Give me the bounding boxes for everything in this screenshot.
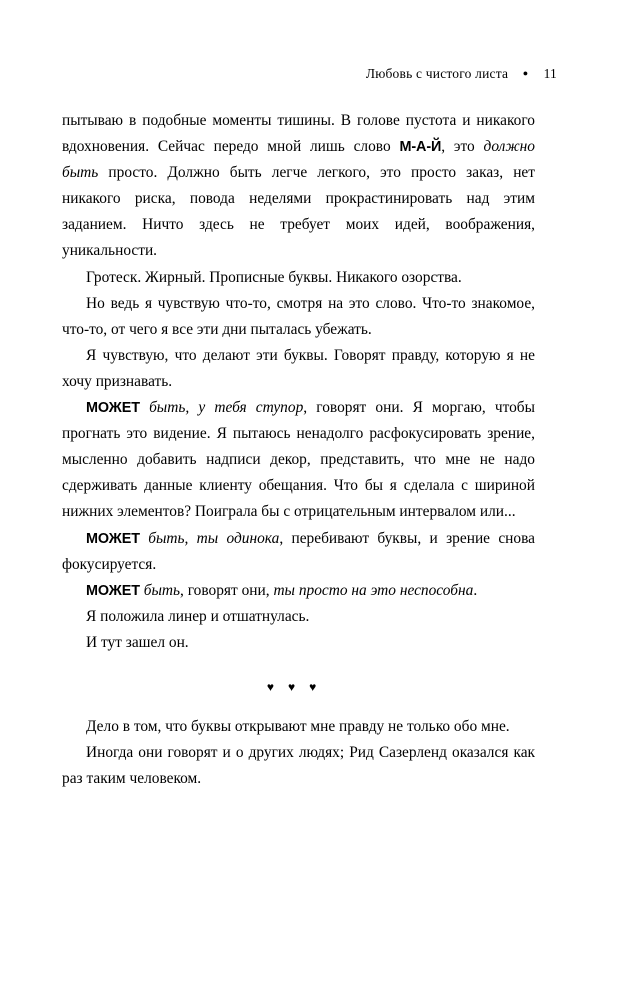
paragraph: И тут зашел он. xyxy=(86,633,189,651)
paragraph: Иногда они говорят и о других людях; Рид Сазерленд оказался как раз таким человеком. xyxy=(62,744,535,788)
paragraph: Гротеск. Жирный. Прописные буквы. Никакого озорства. xyxy=(86,268,462,286)
emphasis-italic: быть, у тебя ступор xyxy=(149,399,304,417)
paragraph: МОЖЕТ быть, ты одинока, перебивают буквы, и зрение снова фокусируется. xyxy=(62,529,535,573)
running-header xyxy=(62,66,557,82)
paragraph: пытываю в подобные моменты тишины. В голове пустота и никакого вдохновения. Сейчас передо мной лишь слово М-А-Й, это должно быть просто. Должно быть легче легкого, это просто заказ, нет никакого риска, повода неделями прокрастинировать над этим заданием. Ничто здесь не требует моих идей, воображения, уникальности. xyxy=(62,112,535,260)
paragraph: МОЖЕТ быть, говорят они, ты просто на это неспособна. xyxy=(86,581,478,599)
heart-icon: ♥ xyxy=(309,679,331,694)
heart-icon: ♥ xyxy=(287,679,310,694)
emphasis-bold: М-А-Й xyxy=(399,139,442,156)
emphasis-italic: должно быть xyxy=(62,138,535,182)
paragraph: Я положила линер и отшатнулась. xyxy=(86,607,310,625)
emphasis-bold: МОЖЕТ xyxy=(86,530,140,547)
emphasis-bold: МОЖЕТ xyxy=(86,400,140,417)
heart-icon: ♥ xyxy=(266,679,288,694)
paragraph: Но ведь я чувствую что-то, смотря на это слово. Что-то знакомое, что-то, от чего я все эти дни пыталась убежать. xyxy=(62,294,535,338)
page-body xyxy=(62,108,535,792)
running-header-title: Любовь с чистого листа xyxy=(365,66,509,81)
page-number: 11 xyxy=(543,66,557,81)
header-separator-dot: ● xyxy=(522,68,529,78)
emphasis-italic: ты просто на это неспособна xyxy=(273,581,474,599)
ornamental-separator xyxy=(62,656,535,714)
paragraph: Я чувствую, что делают эти буквы. Говорят правду, которую я не хочу признавать. xyxy=(62,346,535,390)
paragraph: Дело в том, что буквы открывают мне правду не только обо мне. xyxy=(86,718,510,736)
emphasis-italic: быть xyxy=(143,581,181,599)
paragraph: МОЖЕТ быть, у тебя ступор, говорят они. Я моргаю, чтобы прогнать это видение. Я пытаюсь ненадолго расфокусировать зрение, мысленно добавить надписи декор, представить, что мне не надо сдерживать данные клиенту обещания. Что бы я сделала с шириной нижних элементов? Поиграла бы с отрицательным интервалом или... xyxy=(62,399,535,521)
emphasis-italic: быть, ты одинока xyxy=(148,529,280,547)
emphasis-bold: МОЖЕТ xyxy=(86,582,140,599)
